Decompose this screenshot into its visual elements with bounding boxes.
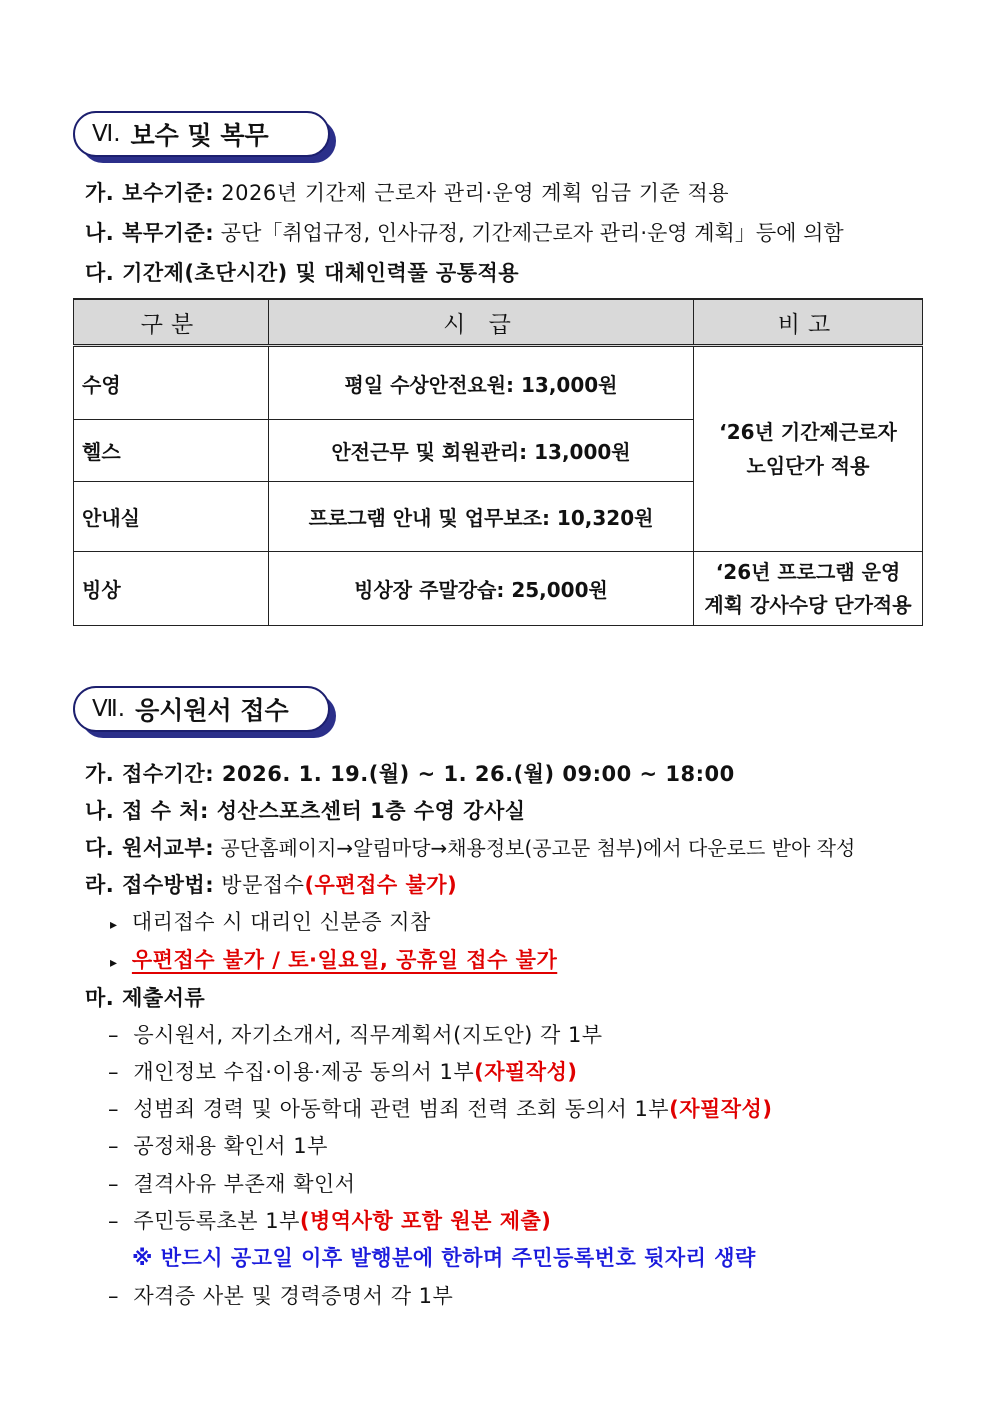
- section-6-title: 보수 및 복무: [130, 121, 269, 150]
- row-pay: 평일 수상안전요원: 13,000원: [269, 346, 694, 420]
- section-7-title: 응시원서 접수: [135, 696, 289, 725]
- bullet-no-mail: ▸ 우편접수 불가 / 토·일요일, 공휴일 접수 불가: [110, 948, 558, 972]
- section-7-number: Ⅶ.: [92, 696, 126, 722]
- row-pay: 빙상장 주말강습: 25,000원: [269, 552, 694, 626]
- duty-standard-line: 나. 복무기준: 공단「취업규정, 인사규정, 기간제근로자 관리·운영 계획」등에 의함: [85, 221, 844, 245]
- row-pay: 안전근무 및 회원관리: 13,000원: [269, 420, 694, 482]
- row-pay: 프로그램 안내 및 업무보조: 10,320원: [269, 482, 694, 552]
- row-category: 안내실: [74, 482, 269, 552]
- doc-item: – 개인정보 수집·이용·제공 동의서 1부(자필작성): [108, 1060, 578, 1084]
- header-category: 구분: [74, 299, 269, 346]
- section-6-number: Ⅵ.: [92, 121, 121, 147]
- row-category: 헬스: [74, 420, 269, 482]
- row-category: 수영: [74, 346, 269, 420]
- method-line: 라. 접수방법: 방문접수(우편접수 불가): [85, 873, 458, 897]
- table-row: [74, 346, 923, 420]
- table-row: [74, 552, 923, 626]
- doc-item: – 자격증 사본 및 경력증명서 각 1부: [108, 1284, 454, 1308]
- header-pay: 시 급: [269, 299, 694, 346]
- pay-table-header: [74, 299, 923, 346]
- period-line: 가. 접수기간: 2026. 1. 19.(월) ~ 1. 26.(월) 09:00 ~ 18:00: [85, 762, 735, 786]
- doc-item: – 응시원서, 자기소개서, 직무계획서(지도안) 각 1부: [108, 1023, 603, 1047]
- common-apply-line: 다. 기간제(초단시간) 및 대체인력풀 공통적용: [85, 261, 520, 285]
- pay-table: [73, 298, 923, 626]
- doc-item: – 공정채용 확인서 1부: [108, 1134, 328, 1158]
- row-category: 빙상: [74, 552, 269, 626]
- doc-item: – 주민등록초본 1부(병역사항 포함 원본 제출): [108, 1209, 552, 1233]
- place-line: 나. 접 수 처: 성산스포츠센터 1층 수영 강사실: [85, 799, 526, 823]
- bullet-proxy: ▸ 대리접수 시 대리인 신분증 지참: [110, 910, 431, 934]
- form-line: 다. 원서교부: 공단홈페이지→알림마당→채용정보(공고문 첨부)에서 다운로드 받아 작성: [85, 836, 856, 860]
- header-note: 비고: [694, 299, 923, 346]
- pay-standard-line: 가. 보수기준: 2026년 기간제 근로자 관리·운영 계획 임금 기준 적용: [85, 181, 730, 205]
- doc-item: – 성범죄 경력 및 아동학대 관련 범죄 전력 조회 동의서 1부(자필작성): [108, 1097, 773, 1121]
- section-6-heading: [73, 111, 330, 157]
- row-note-wage: ‘26년 기간제근로자 노임단가 적용: [694, 346, 923, 552]
- doc-item: – 결격사유 부존재 확인서: [108, 1172, 356, 1196]
- docs-label: 마. 제출서류: [85, 986, 206, 1010]
- section-7-heading: [73, 686, 330, 732]
- row-note-lecture: ‘26년 프로그램 운영 계획 강사수당 단가적용: [694, 552, 923, 626]
- notice-line: ※ 반드시 공고일 이후 발행분에 한하며 주민등록번호 뒷자리 생략: [132, 1246, 756, 1270]
